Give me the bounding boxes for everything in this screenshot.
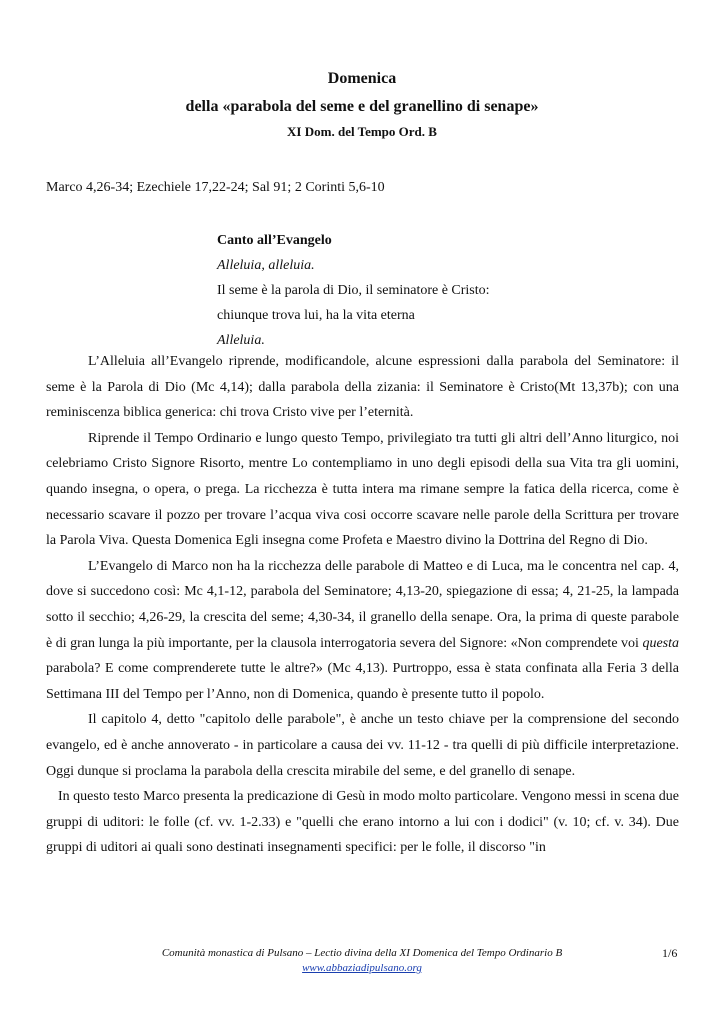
- page-title-subline: della «parabola del seme e del granellino di senape»: [185, 98, 539, 115]
- canto-line: Il seme è la parola di Dio, il seminatore è Cristo:: [217, 283, 490, 298]
- canto-evangelo: [217, 228, 490, 353]
- page-title: Domenica: [327, 70, 397, 87]
- footer-website-link[interactable]: www.abbaziadipulsano.org: [302, 962, 422, 974]
- page-footer: [0, 946, 724, 976]
- paragraph-text: L’Evangelo di Marco non ha la ricchezza delle parabole di Matteo e di Luca, ma le concentra nel cap. 4, dove si succedono così: Mc 4,1-12, parabola del Seminatore; 4,13-20, spiegazione di essa; 4, 21-25, la lampada sotto il secchio; 4,26-29, la crescita del seme; 4,30-34, il granello della senape. Ora, la prima di queste parabole è di gran lunga la più importante, per la clausola interrogatoria severa del Signore: «Non comprendete voi: [46, 558, 679, 651]
- canto-line: Alleluia.: [217, 333, 265, 348]
- canto-line: Alleluia, alleluia.: [217, 258, 315, 273]
- paragraph: L’Alleluia all’Evangelo riprende, modificandole, alcune espressioni dalla parabola del Seminatore: il seme è la Parola di Dio (Mc 4,14); dalla parabola della zizania: il Seminatore è Cristo(Mt 13,37b); con una reminiscenza biblica generica: chi trova Cristo vive per l’eternità.: [46, 354, 679, 421]
- canto-heading: Canto all’Evangelo: [217, 233, 332, 248]
- scripture-references: Marco 4,26-34; Ezechiele 17,22-24; Sal 91; 2 Corinti 5,6-10: [46, 180, 385, 195]
- page-subtitle: XI Dom. del Tempo Ord. B: [287, 124, 437, 139]
- paragraph: Riprende il Tempo Ordinario e lungo questo Tempo, privilegiato tra tutti gli altri dell’Anno liturgico, noi celebriamo Cristo Signore Risorto, mentre Lo contempliamo in uno degli episodi della sua Vita tra gli uomini, quando insegna, o opera, o prega. La ricchezza è tutta intera ma rimane sempre la fatica della ricerca, come è necessario scavare il pozzo per trovare l’acqua viva cosi occorre scavare nelle parole della Scrittura per trovare la Parola Viva. Questa Domenica Egli insegna come Profeta e Maestro divino la Dottrina del Regno di Dio.: [46, 430, 679, 549]
- paragraph: Il capitolo 4, detto "capitolo delle parabole", è anche un testo chiave per la comprensione del secondo evangelo, ed è anche annoverato - in particolare a causa dei vv. 11-12 - tra quelli di più difficile interpretazione. Oggi dunque si proclama la parabola della crescita mirabile del seme, e del granello di senape.: [46, 712, 679, 779]
- paragraph-text: parabola? E come comprenderete tutte le altre?» (Mc 4,13). Purtroppo, essa è stata confinata alla Feria 3 della Settimana III del Tempo per l’Anno, non di Domenica, quando è presente tutto il popolo.: [46, 661, 679, 702]
- paragraph: In questo testo Marco presenta la predicazione di Gesù in modo molto particolare. Vengono messi in scena due gruppi di uditori: le folle (cf. vv. 1-2.33) e "quelli che erano intorno a lui con i dodici" (v. 10; cf. v. 34). Due gruppi di uditori ai quali sono destinati insegnamenti specifici: per le folle, il discorso "in: [46, 789, 680, 856]
- paragraph: [46, 554, 679, 708]
- footer-credit: Comunità monastica di Pulsano – Lectio divina della XI Domenica del Tempo Ordinario B: [161, 947, 563, 959]
- page-number: 1/6: [662, 946, 678, 960]
- title-block: [0, 66, 724, 142]
- canto-line: chiunque trova lui, ha la vita eterna: [217, 308, 415, 323]
- body-text: [46, 349, 679, 861]
- emphasis-text: questa: [642, 635, 679, 651]
